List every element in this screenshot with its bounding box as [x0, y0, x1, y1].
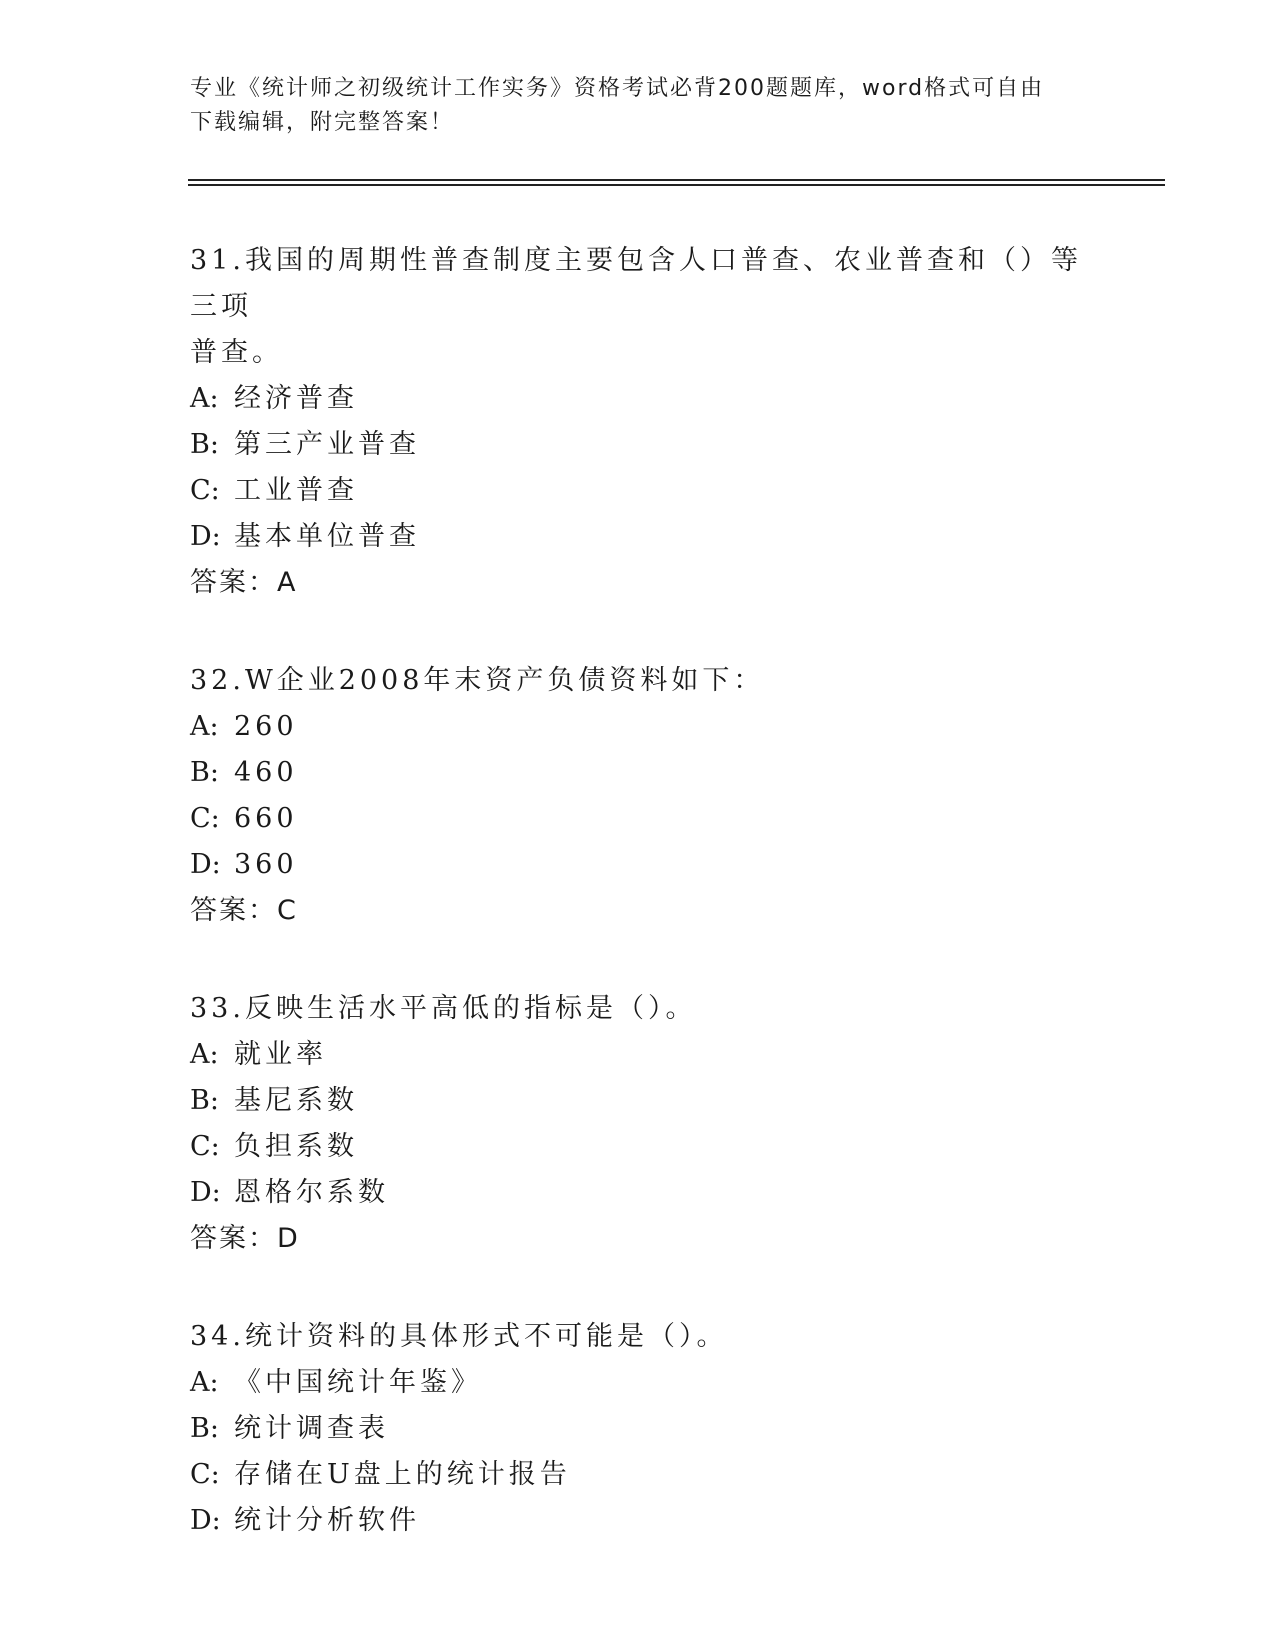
option-key: C:	[190, 1459, 220, 1490]
option-key: A:	[190, 1039, 219, 1070]
option-key: A:	[190, 1367, 219, 1398]
option-key: B:	[190, 429, 219, 460]
option-text: 360	[234, 849, 298, 880]
option-text: 工业普查	[234, 475, 358, 506]
question-text-line-2: 普查。	[190, 337, 283, 368]
answer: 答案：C	[190, 895, 298, 926]
option-d	[190, 1170, 1090, 1216]
option-a	[190, 1032, 1090, 1078]
option-text: 260	[234, 711, 298, 742]
option-text: 负担系数	[234, 1131, 358, 1162]
option-text: 经济普查	[234, 383, 358, 414]
question-text: 33.反映生活水平高低的指标是（）。	[190, 993, 697, 1024]
option-d	[190, 514, 1090, 560]
option-text: 统计调查表	[234, 1413, 389, 1444]
option-b	[190, 1406, 1090, 1452]
header-line-2: 下载编辑，附完整答案！	[190, 110, 455, 135]
header-line-1: 专业《统计师之初级统计工作实务》资格考试必背200题题库，word格式可自由	[190, 76, 1045, 101]
option-text: 基本单位普查	[234, 521, 420, 552]
option-c	[190, 796, 1090, 842]
question-32	[190, 658, 1090, 934]
option-key: A:	[190, 383, 219, 414]
option-text: 460	[234, 757, 298, 788]
option-text: 就业率	[234, 1039, 327, 1070]
header-divider-bottom	[188, 184, 1165, 186]
question-text	[190, 238, 1090, 376]
option-b	[190, 422, 1090, 468]
option-b	[190, 1078, 1090, 1124]
option-a	[190, 376, 1090, 422]
option-text: 第三产业普查	[234, 429, 420, 460]
answer: 答案：A	[190, 567, 298, 598]
option-b	[190, 750, 1090, 796]
answer: 答案：D	[190, 1223, 300, 1254]
option-key: A:	[190, 711, 219, 742]
option-key: C:	[190, 1131, 220, 1162]
option-c	[190, 468, 1090, 514]
option-text: 恩格尔系数	[234, 1177, 389, 1208]
option-text: 存储在U盘上的统计报告	[234, 1459, 571, 1490]
option-text: 基尼系数	[234, 1085, 358, 1116]
question-34	[190, 1314, 1090, 1544]
option-key: C:	[190, 803, 220, 834]
option-key: B:	[190, 757, 219, 788]
option-d	[190, 842, 1090, 888]
option-text: 统计分析软件	[234, 1505, 420, 1536]
document-header	[190, 72, 1070, 140]
option-key: D:	[190, 521, 221, 552]
option-key: C:	[190, 475, 220, 506]
option-c	[190, 1452, 1090, 1498]
option-key: D:	[190, 849, 221, 880]
question-31	[190, 238, 1090, 606]
option-c	[190, 1124, 1090, 1170]
question-text: 32.W企业2008年末资产负债资料如下：	[190, 665, 765, 696]
option-a	[190, 704, 1090, 750]
option-key: B:	[190, 1413, 219, 1444]
question-text: 34.统计资料的具体形式不可能是（）。	[190, 1321, 728, 1352]
header-divider-top	[188, 179, 1165, 181]
option-a	[190, 1360, 1090, 1406]
question-33	[190, 986, 1090, 1262]
question-list	[190, 238, 1090, 1596]
option-d	[190, 1498, 1090, 1544]
option-text: 《中国统计年鉴》	[234, 1367, 482, 1398]
question-text-line-1: 31.我国的周期性普查制度主要包含人口普查、农业普查和（）等三项	[190, 245, 1082, 322]
option-text: 660	[234, 803, 298, 834]
option-key: D:	[190, 1505, 221, 1536]
option-key: D:	[190, 1177, 221, 1208]
option-key: B:	[190, 1085, 219, 1116]
